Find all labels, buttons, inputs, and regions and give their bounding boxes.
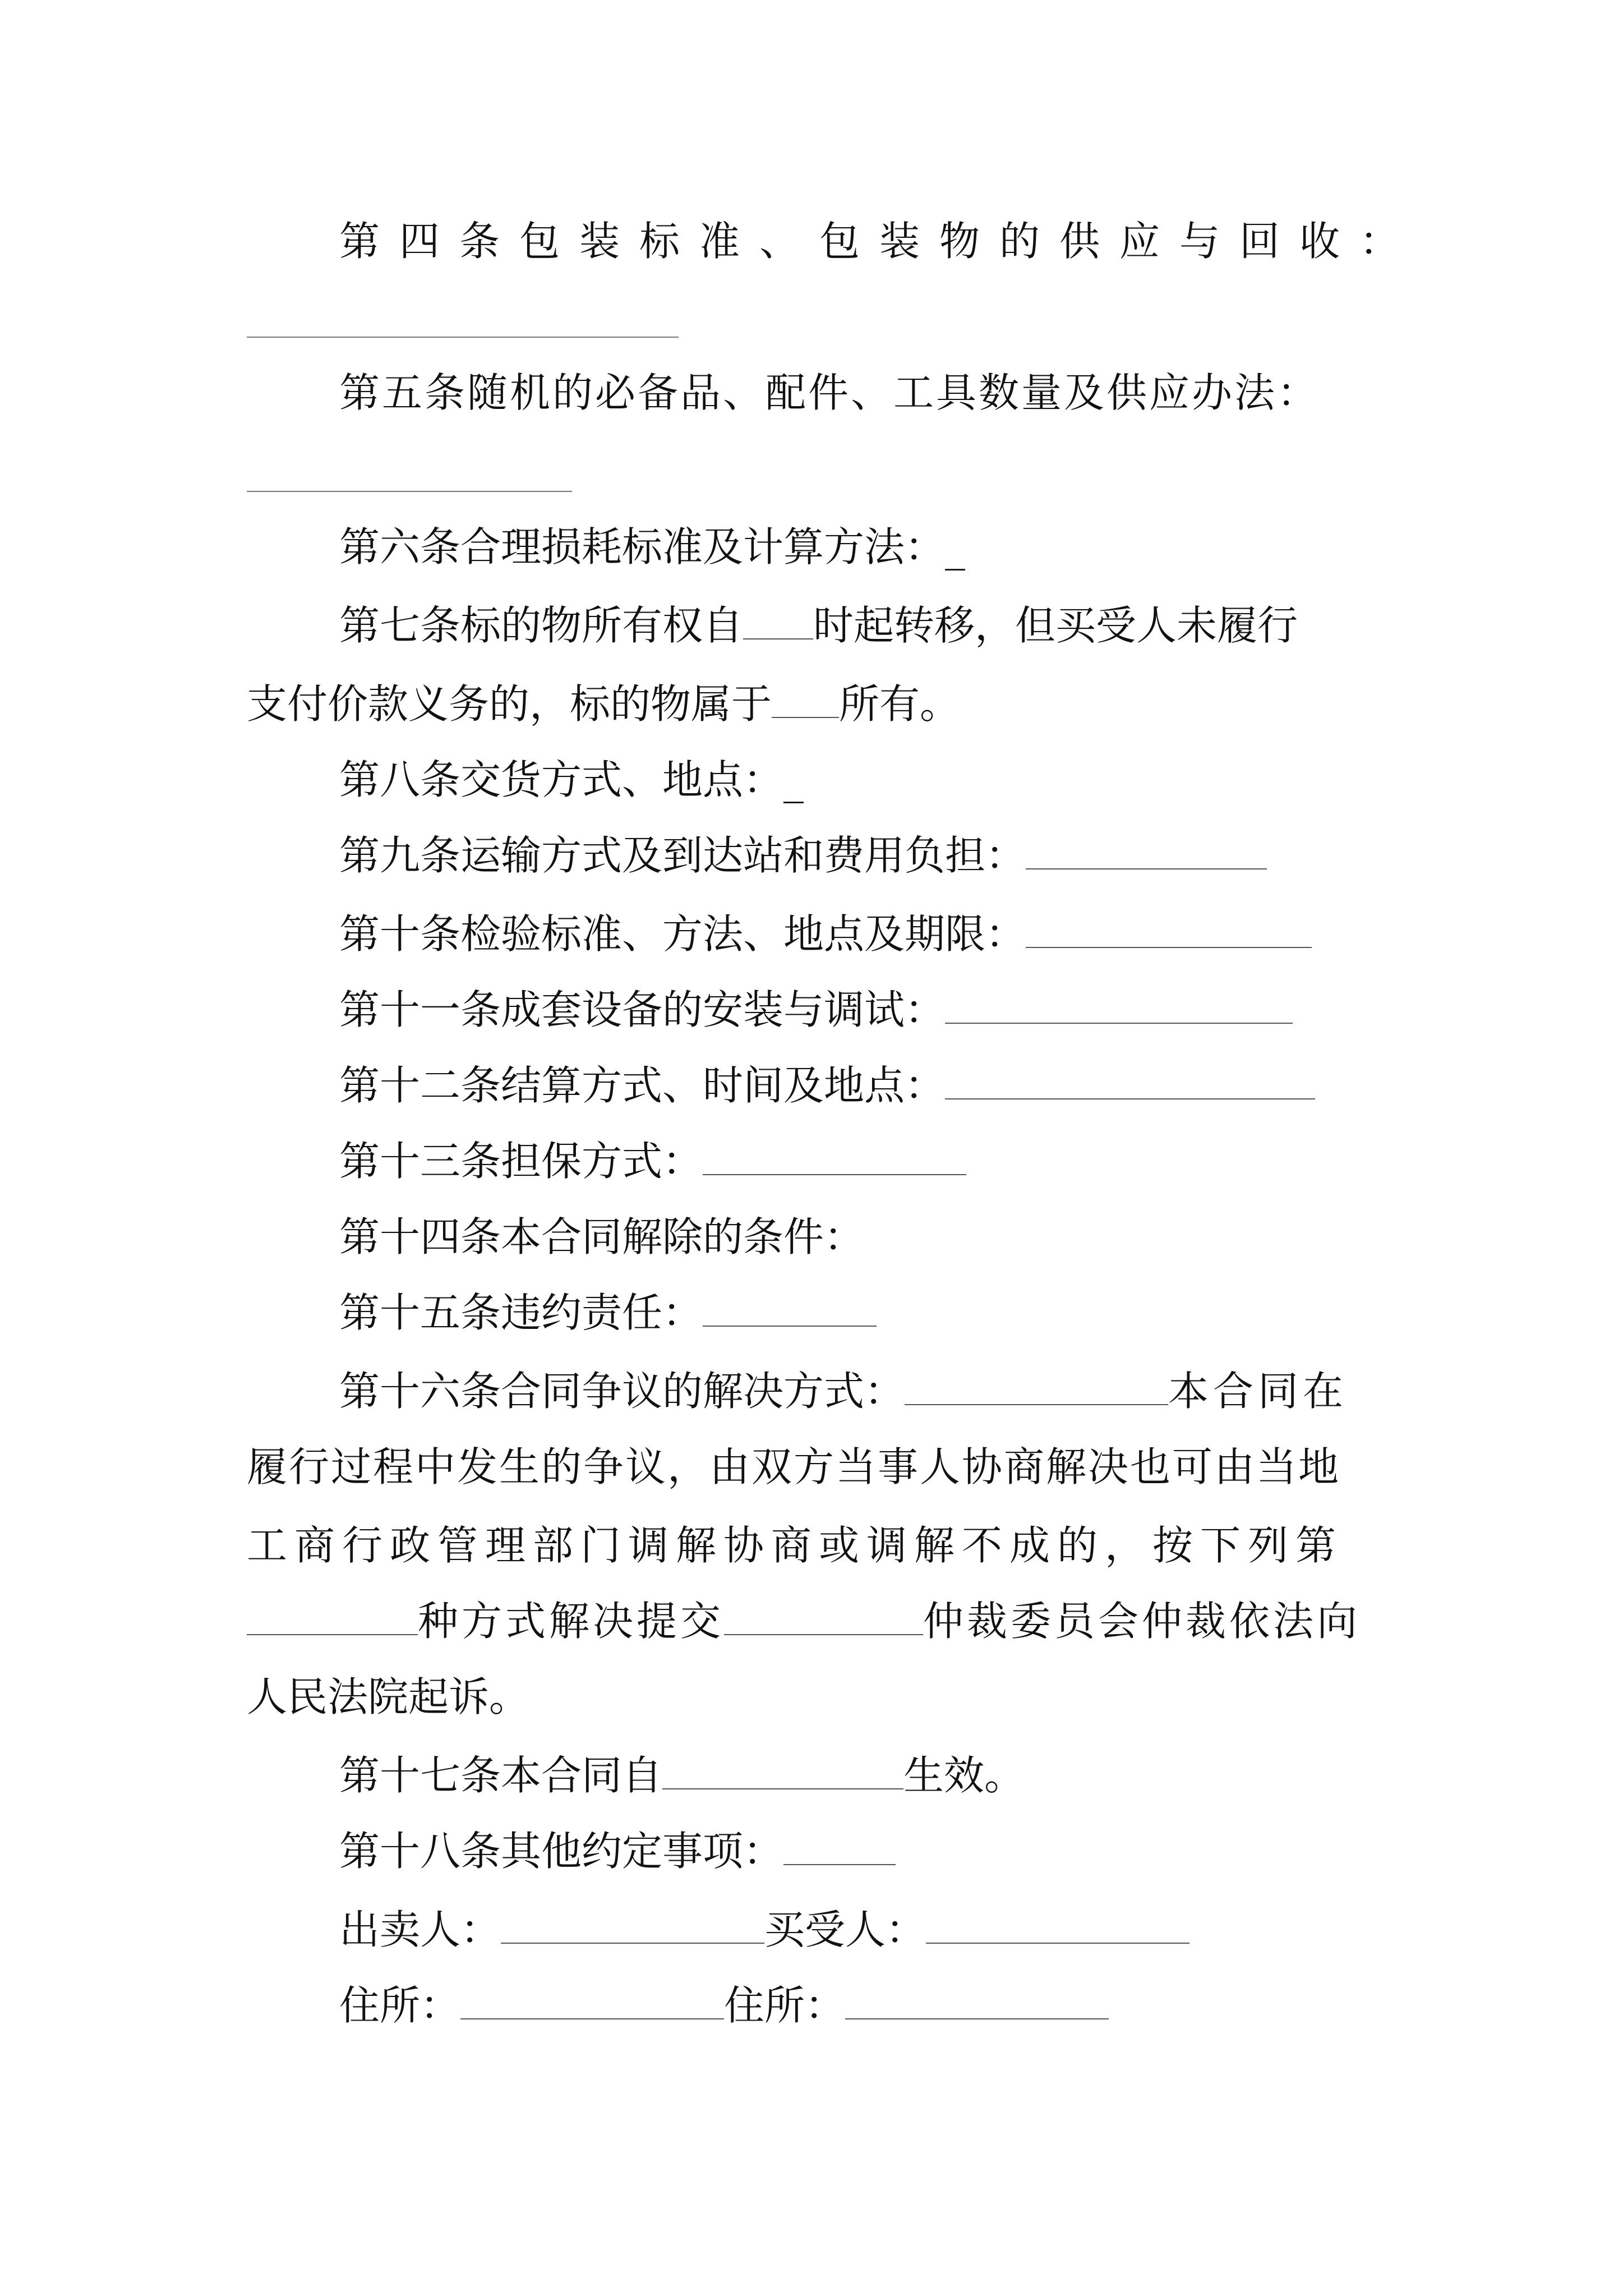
clause-8-text: 第八条交货方式、地点： [339, 756, 784, 803]
buyer-address-blank [845, 1981, 1109, 2019]
buyer-label: 买受人： [764, 1906, 926, 1953]
clause-16-line-2 [247, 1439, 1385, 1495]
buyer-address-label: 住所： [724, 1982, 846, 2029]
seller-address-label: 住所： [339, 1982, 461, 2029]
clause-15-blank [703, 1289, 877, 1327]
clause-5-blank [247, 491, 572, 492]
clause-7-part-a: 第七条标的物所有权自 [339, 602, 744, 649]
clause-12 [247, 1057, 1385, 1114]
clause-14 [247, 1209, 1385, 1265]
clause-6-text: 第六条合理损耗标准及计算方法： [339, 523, 946, 570]
clause-13-text: 第十三条担保方式： [339, 1138, 703, 1185]
clause-7-line-2 [247, 676, 1385, 732]
clause-13-blank [703, 1137, 966, 1175]
clause-16-part-f: 仲裁委员会仲裁依法向 [923, 1598, 1361, 1645]
signature-addresses [247, 1977, 1385, 2033]
clause-16-blank-3 [724, 1597, 923, 1635]
clause-10 [247, 906, 1385, 962]
seller-address-blank [460, 1981, 724, 2019]
clause-11-text: 第十一条成套设备的安装与调试： [339, 986, 946, 1033]
clause-10-text: 第十条检验标准、方法、地点及期限： [339, 910, 1026, 958]
clause-11 [247, 982, 1385, 1038]
clause-4-blank [247, 337, 679, 338]
clause-17 [247, 1747, 1385, 1803]
clause-16-line-1 [247, 1363, 1385, 1419]
clause-7-blank-2 [772, 680, 839, 718]
clause-16-part-d: 工商行政管理部门调解协商或调解不成的，按下列第 [247, 1522, 1344, 1569]
clause-8-tail: _ [783, 756, 804, 803]
clause-5 [247, 365, 1385, 421]
clause-16-line-5 [247, 1669, 1385, 1725]
clause-12-text: 第十二条结算方式、时间及地点： [339, 1062, 946, 1109]
clause-6-tail: _ [945, 523, 966, 570]
clause-17-blank [662, 1751, 903, 1789]
clause-4-text: 第四条包装标准、包装物的供应与回收： [339, 218, 1420, 265]
clause-7-part-c: 支付价款义务的，标的物属于 [247, 680, 772, 728]
clause-16-blank-2 [247, 1597, 418, 1635]
clause-16-blank-1 [905, 1367, 1168, 1405]
clause-16-line-3 [247, 1517, 1385, 1573]
clause-18-text: 第十八条其他约定事项： [339, 1828, 784, 1875]
clause-7-line-1 [247, 597, 1385, 654]
buyer-blank [926, 1906, 1189, 1944]
clause-7-blank-1 [743, 601, 813, 639]
clause-10-blank [1026, 910, 1312, 948]
clause-8 [247, 752, 1385, 808]
clause-16-part-g: 人民法院起诉。 [247, 1673, 530, 1720]
clause-13 [247, 1133, 1385, 1189]
clause-9 [247, 827, 1385, 884]
seller-label: 出卖人： [339, 1906, 501, 1953]
clause-4 [247, 213, 1420, 269]
clause-17-part-b: 生效。 [903, 1752, 1025, 1799]
seller-blank [501, 1906, 764, 1944]
clause-9-text: 第九条运输方式及到达站和费用负担： [339, 832, 1026, 879]
clause-17-part-a: 第十七条本合同自 [339, 1752, 663, 1799]
clause-16-part-b: 本合同在 [1168, 1368, 1348, 1415]
clause-6 [247, 519, 1385, 575]
clause-16-part-a: 第十六条合同争议的解决方式： [339, 1368, 905, 1415]
clause-16-part-c: 履行过程中发生的争议，由双方当事人协商解决也可由当地 [247, 1443, 1341, 1490]
clause-15-text: 第十五条违约责任： [339, 1289, 703, 1336]
clause-11-blank [945, 986, 1293, 1024]
clause-5-text: 第五条随机的必备品、配件、工具数量及供应办法： [339, 369, 1320, 416]
clause-15 [247, 1285, 1385, 1341]
signature-parties [247, 1902, 1385, 1958]
clause-16-part-e: 种方式解决提交 [418, 1598, 725, 1645]
clause-18-blank [783, 1827, 896, 1865]
clause-18 [247, 1823, 1385, 1879]
clause-7-part-d: 所有。 [839, 680, 961, 728]
clause-9-blank [1026, 831, 1267, 869]
clause-14-text: 第十四条本合同解除的条件： [339, 1213, 865, 1260]
clause-12-blank [945, 1061, 1315, 1099]
clause-16-line-4 [247, 1593, 1385, 1649]
clause-7-part-b: 时起转移，但买受人未履行 [813, 602, 1298, 649]
